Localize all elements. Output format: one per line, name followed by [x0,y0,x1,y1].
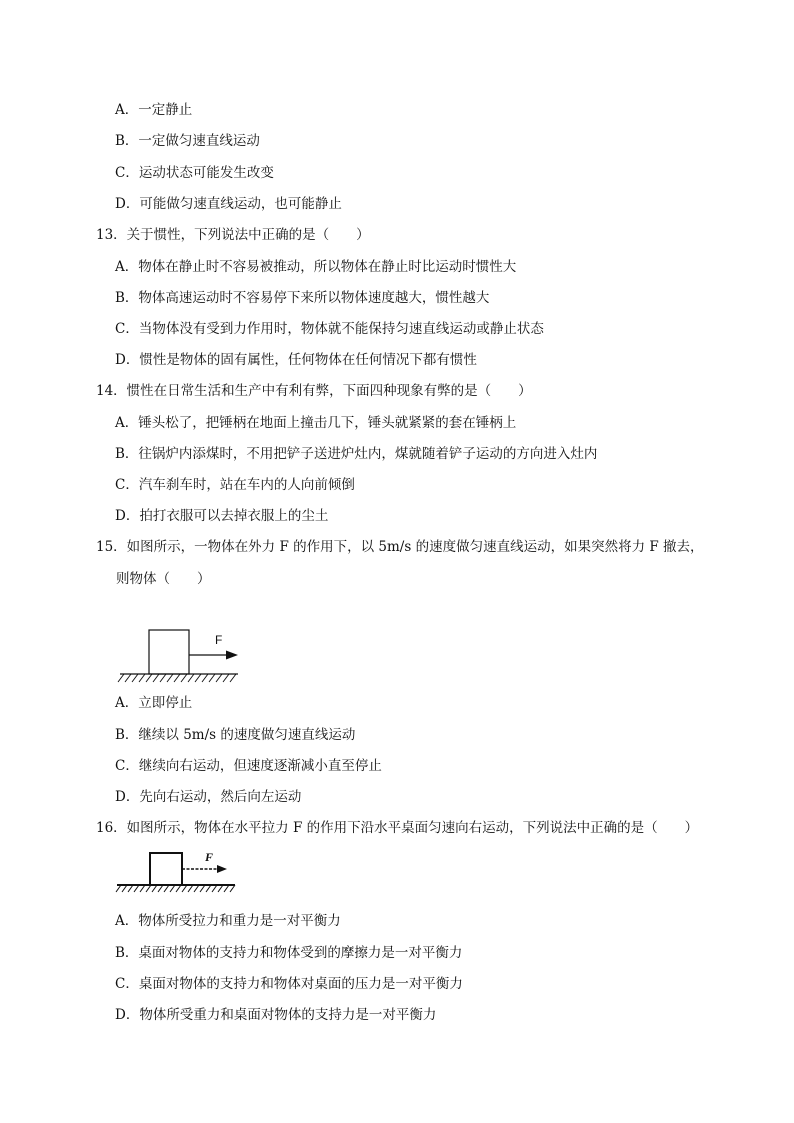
q16-option-a: A．物体所受拉力和重力是一对平衡力 [115,913,341,929]
q15-force-label: F [215,633,223,647]
q15-option-d: D．先向右运动，然后向左运动 [115,789,302,805]
q16-arrowhead [217,865,227,873]
q16-figure [115,847,240,895]
q15-stem-line1: 15．如图所示，一物体在外力 F 的作用下，以 5m/s 的速度做匀速直线运动，如果突然将力 F 撤去， [96,539,704,555]
q14-option-b: B．往锅炉内添煤时，不用把铲子送进炉灶内，煤就随着铲子运动的方向进入灶内 [115,446,598,462]
q15-option-a: A．立即停止 [115,695,193,711]
q16-option-b: B．桌面对物体的支持力和物体受到的摩擦力是一对平衡力 [115,945,463,961]
prev-option-c: C．运动状态可能发生改变 [115,165,274,181]
q14-option-c: C．汽车刹车时，站在车内的人向前倾倒 [115,477,355,493]
q15-stem-line2: 则物体（ ） [116,571,211,587]
q15-block [149,630,189,674]
q13-option-c: C．当物体没有受到力作用时，物体就不能保持匀速直线运动或静止状态 [115,321,544,337]
q15-ground-hatch [118,674,236,682]
q13-option-d: D．惯性是物体的固有属性，任何物体在任何情况下都有惯性 [115,352,477,368]
prev-option-a: A．一定静止 [115,102,193,118]
prev-option-b: B．一定做匀速直线运动 [115,133,260,149]
q15-option-c: C．继续向右运动，但速度逐渐减小直至停止 [115,758,382,774]
q16-block [150,853,182,885]
q16-force-label: F [205,850,214,864]
q15-option-b: B．继续以 5m/s 的速度做匀速直线运动 [115,727,356,743]
q16-option-c: C．桌面对物体的支持力和物体对桌面的压力是一对平衡力 [115,976,463,992]
q14-option-a: A．锤头松了，把锤柄在地面上撞击几下，锤头就紧紧的套在锤柄上 [115,415,517,431]
q16-stem: 16．如图所示，物体在水平拉力 F 的作用下沿水平桌面匀速向右运动，下列说法中正确的是（ ） [96,820,699,836]
q16-option-d: D．物体所受重力和桌面对物体的支持力是一对平衡力 [115,1007,437,1023]
q15-figure [118,625,243,687]
q14-option-d: D．拍打衣服可以去掉衣服上的尘土 [115,508,329,524]
q15-arrowhead [226,651,238,660]
q13-stem: 13．关于惯性，下列说法中正确的是（ ） [96,227,370,243]
q16-ground-hatch [116,885,235,892]
prev-option-d: D．可能做匀速直线运动，也可能静止 [115,196,342,212]
q14-stem: 14．惯性在日常生活和生产中有利有弊，下面四种现象有弊的是（ ） [96,383,532,399]
q13-option-b: B．物体高速运动时不容易停下来所以物体速度越大，惯性越大 [115,290,490,306]
q13-option-a: A．物体在静止时不容易被推动，所以物体在静止时比运动时惯性大 [115,259,517,275]
